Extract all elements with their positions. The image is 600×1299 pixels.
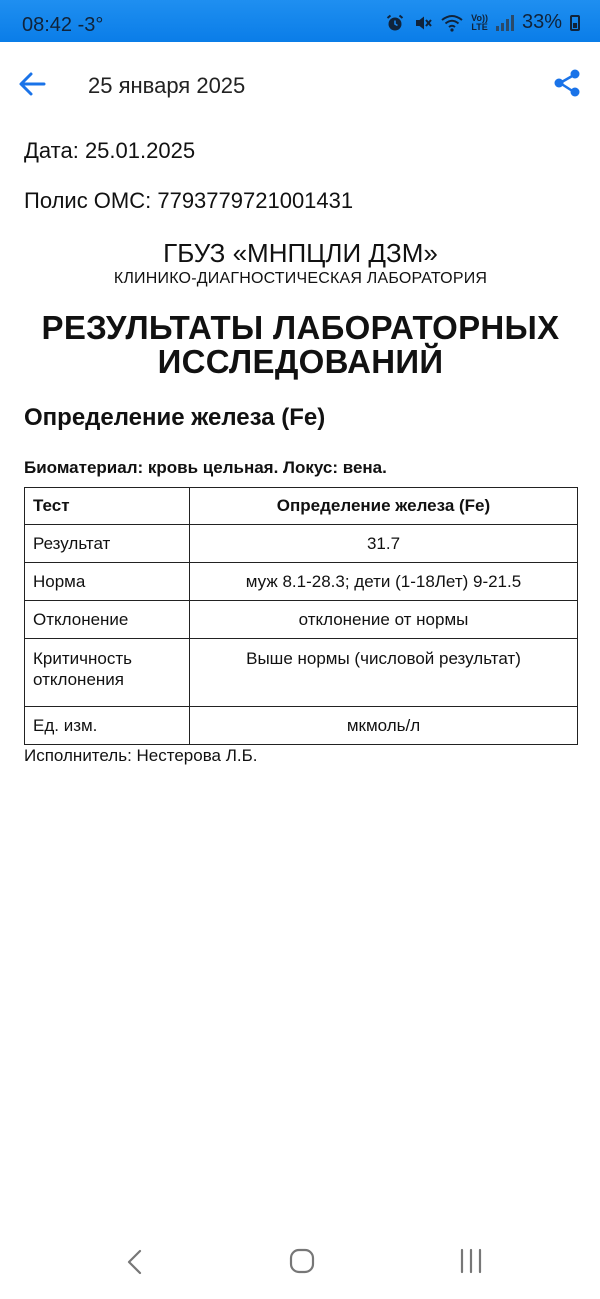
wifi-icon	[441, 14, 463, 32]
document-title-line-1: РЕЗУЛЬТАТЫ ЛАБОРАТОРНЫХ	[41, 309, 560, 346]
signal-icon	[496, 15, 514, 31]
mute-icon	[413, 13, 433, 33]
row-label: Норма	[25, 563, 190, 601]
volte-label: Vo))	[471, 12, 488, 23]
table-row	[25, 525, 578, 563]
executor-line: Исполнитель: Нестерова Л.Б.	[24, 746, 258, 765]
biomaterial-line: Биоматериал: кровь цельная. Локус: вена.	[24, 458, 387, 477]
row-label: Отклонение	[25, 601, 190, 639]
table-header-name: Определение железа (Fe)	[190, 488, 578, 525]
status-time	[22, 14, 103, 37]
row-label: Критичность отклонения	[25, 639, 190, 707]
status-bar	[0, 0, 600, 42]
status-clock: 08:42	[22, 14, 73, 36]
status-temperature: -3°	[77, 14, 104, 36]
row-value: мкмоль/л	[190, 707, 578, 745]
policy-line: Полис ОМС: 7793779721001431	[24, 188, 354, 213]
app-bar	[0, 42, 600, 126]
laboratory-name: КЛИНИКО-ДИАГНОСТИЧЕСКАЯ ЛАБОРАТОРИЯ	[113, 270, 488, 287]
table-row	[25, 601, 578, 639]
lte-label: LTE	[471, 21, 488, 32]
document-title	[24, 311, 577, 379]
nav-home-icon[interactable]	[289, 1248, 315, 1274]
row-value: 31.7	[190, 525, 578, 563]
table-row	[25, 563, 578, 601]
table-row	[25, 639, 578, 707]
table-header-test: Тест	[25, 488, 190, 525]
nav-recent-apps-icon[interactable]	[456, 1247, 486, 1275]
alarm-icon	[385, 13, 405, 33]
document-title-line-2: ИССЛЕДОВАНИЙ	[157, 343, 444, 380]
row-label: Ед. изм.	[25, 707, 190, 745]
table-row	[25, 707, 578, 745]
share-icon[interactable]	[550, 66, 584, 100]
battery-icon	[570, 15, 580, 31]
back-arrow-icon[interactable]	[14, 66, 50, 102]
organization-name: ГБУЗ «МНПЦЛИ ДЗМ»	[163, 238, 438, 268]
nav-back-icon[interactable]	[122, 1247, 148, 1277]
battery-percent: 33%	[521, 11, 562, 33]
row-label: Результат	[25, 525, 190, 563]
page-title: 25 января 2025	[88, 73, 246, 98]
row-value: Выше нормы (числовой результат)	[190, 639, 578, 707]
table-header-row	[25, 488, 578, 525]
volte-icon	[471, 14, 488, 32]
date-line: Дата: 25.01.2025	[24, 138, 196, 163]
system-nav-bar	[0, 1229, 600, 1299]
test-title: Определение железа (Fe)	[24, 404, 326, 431]
results-table	[24, 487, 578, 745]
row-value: отклонение от нормы	[190, 601, 578, 639]
row-value: муж 8.1-28.3; дети (1-18Лет) 9-21.5	[190, 563, 578, 601]
